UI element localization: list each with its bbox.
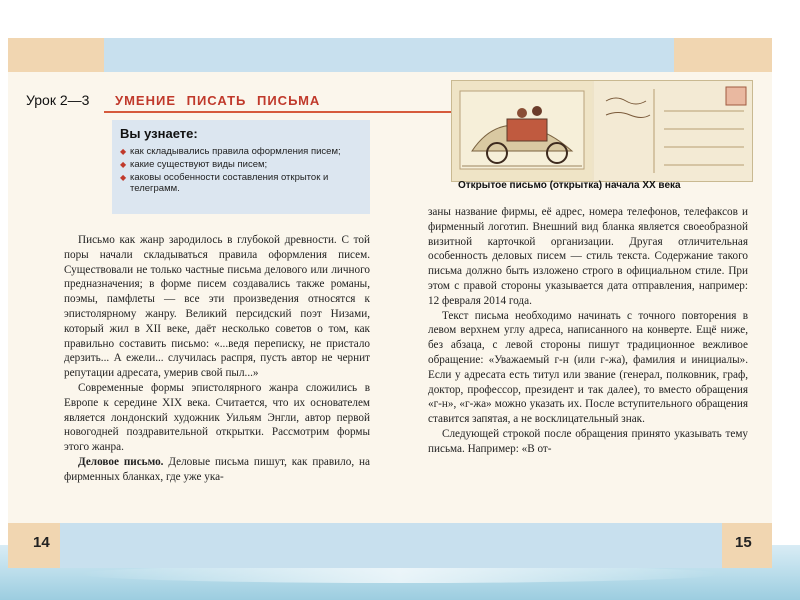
- left-paragraph-2: Современные формы эпистолярного жанра сложились в Европе к середине XIX века. Считается, что их основателем является лондонский художник Уильям Энгли, автор первой новогодней поздравительной открытки. Рассмотрим формы этого жанра.: [64, 381, 370, 454]
- book-spread: [8, 38, 772, 568]
- top-strip-blue: [104, 38, 674, 72]
- bottom-strip-blue: [60, 523, 722, 568]
- learn-item: ◆ какие существуют виды писем;: [120, 159, 365, 170]
- business-letter-lead: Деловое письмо.: [78, 455, 164, 468]
- slide-right-margin: [772, 0, 800, 600]
- right-paragraph-1: заны название фирмы, её адрес, номера телефонов, телефаксов и фирменный логотип. Внешний вид бланка является своеобразной визитной карточкой организации. Другая отличительная особенность деловых писем — стиль текста. Содержание такого письма должно быть изложено строго в официальном стиле. При этом с правой стороны указывается дата отправления, например: 12 февраля 2014 года.: [428, 206, 748, 307]
- postcard-image: [451, 80, 753, 182]
- right-page-number: 15: [735, 534, 752, 551]
- top-strip-right: [674, 38, 772, 72]
- top-strip-left: [8, 38, 104, 72]
- left-column-text: [64, 233, 370, 485]
- left-page-number: 14: [33, 534, 50, 551]
- postcard-caption: Открытое письмо (открытка) начала XX века: [458, 180, 681, 191]
- learn-box: [112, 120, 370, 214]
- left-paragraph-1: Письмо как жанр зародилось в глубокой древности. С той поры начали складываться правила оформления писем. Существовали не только частные письма делового или личного предназначения; в форме писем создавались также романы, поэмы, памфлеты — все эти произведения относятся к эпистолярному жанру. Великий персидский поэт Низами, который жил в XII веке, даёт несколько советов о том, как правильно составить письмо: «...ведя переписку, не пристало дерзить... А ежели... случилась распря, пусть автор не чернит репутации адресата, умерив свой пыл...»: [64, 234, 370, 380]
- slide-left-margin: [0, 0, 8, 600]
- right-paragraph-2: Текст письма необходимо начинать с точного повторения в левом верхнем углу адреса, написанного на конверте. Ещё ниже, без абзаца, с левой стороны пишут традиционное вежливое обращение: «Уважаемый г-н (или г-жа), фамилия и инициалы». Если у адресата есть титул или звание (генерал, полковник, граф, доктор, профессор, президент и так далее), то вместо обращения «г-н», «г-жа» можно указать их. После вступительного обращения ставится запятая, а не восклицательный знак.: [428, 309, 748, 426]
- title-rule: [104, 111, 464, 113]
- postcard-illustration: [452, 81, 592, 181]
- learn-item: ◆ каковы особенности составления открыток и телеграмм.: [120, 172, 365, 194]
- learn-box-heading: Вы узнаете:: [120, 126, 198, 141]
- lesson-label: Урок 2—3: [26, 92, 90, 108]
- learn-box-list: [120, 146, 365, 196]
- slide-top-margin: [0, 0, 800, 38]
- right-column-text: [428, 205, 748, 457]
- right-paragraph-3: Следующей строкой после обращения принято указывать тему письма. Например: «В от-: [428, 427, 748, 455]
- left-paragraph-3-rest: Деловые письма пишут, как правило, на фирменных бланках, где уже ука-: [64, 455, 370, 483]
- learn-item: ◆ как складывались правила оформления писем;: [120, 146, 365, 157]
- lesson-title: УМЕНИЕ ПИСАТЬ ПИСЬМА: [115, 93, 321, 108]
- postcard-back: [594, 81, 752, 181]
- left-paragraph-3: [64, 455, 370, 485]
